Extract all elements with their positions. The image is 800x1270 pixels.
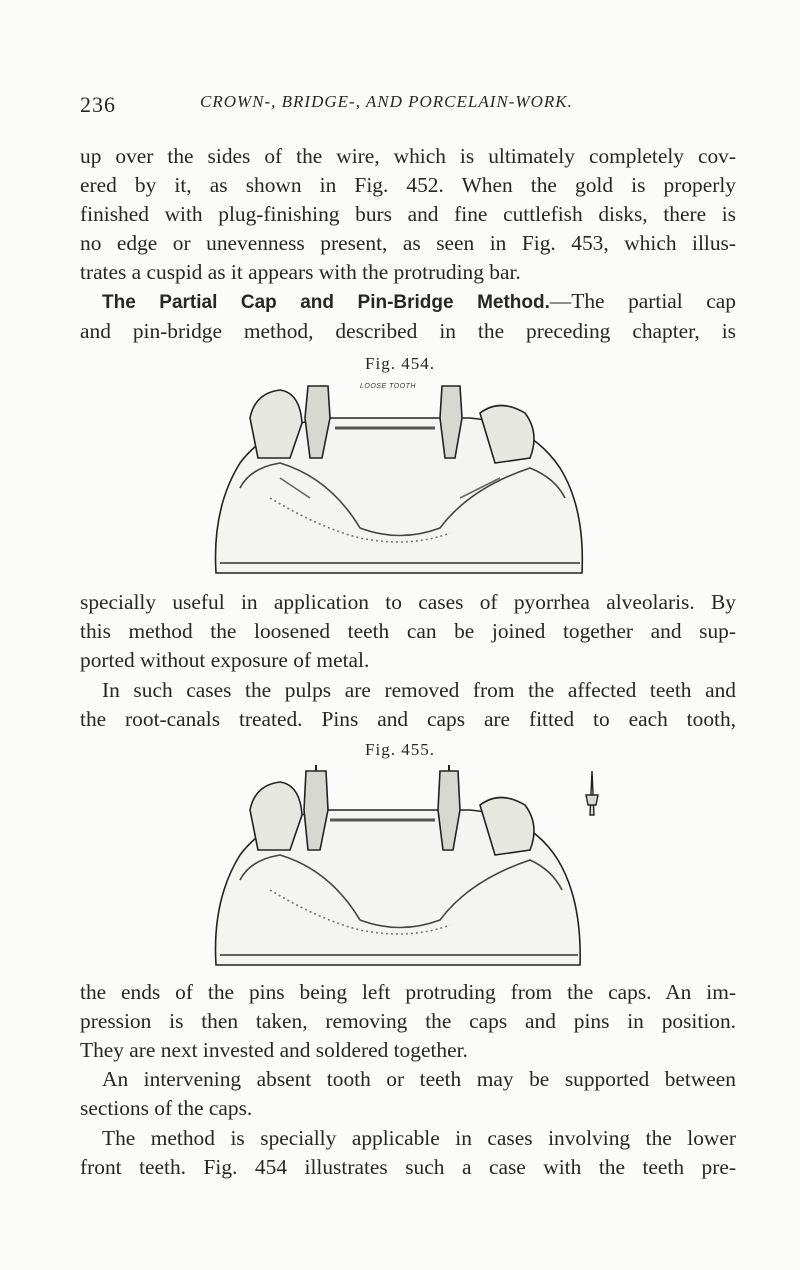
loose-tooth-label: LOOSE TOOTH bbox=[360, 383, 416, 390]
paragraph-1 bbox=[80, 142, 736, 287]
text-line: trates a cuspid as it appears with the protruding bar. bbox=[80, 260, 521, 284]
text-line: this method the loosened teeth can be joined together and sup- bbox=[80, 619, 736, 643]
section-heading: The Partial Cap and Pin-Bridge Method. bbox=[102, 292, 550, 313]
text-line bbox=[80, 287, 736, 317]
paragraph-4 bbox=[80, 676, 736, 734]
text-line: In such cases the pulps are removed from the affected teeth and bbox=[102, 678, 736, 702]
text-line: ered by it, as shown in Fig. 452. When the gold is properly bbox=[80, 173, 736, 197]
dental-cast-454 bbox=[216, 386, 583, 573]
figure-455-illustration bbox=[200, 765, 600, 970]
paragraph-5 bbox=[80, 978, 736, 1065]
figure-caption-454: Fig. 454. bbox=[365, 354, 435, 373]
text-line: finished with plug-finishing burs and fine cuttlefish disks, there is bbox=[80, 202, 736, 226]
text-line: specially useful in application to cases of pyorrhea alveolaris. By bbox=[80, 590, 736, 614]
loose-pin-detail bbox=[586, 771, 598, 815]
text-line: no edge or unevenness present, as seen in Fig. 453, which illus- bbox=[80, 231, 736, 255]
paragraph-3 bbox=[80, 588, 736, 675]
page-header bbox=[80, 92, 720, 132]
text-line: An intervening absent tooth or teeth may be supported between bbox=[102, 1067, 736, 1091]
text-line: and pin-bridge method, described in the preceding chapter, is bbox=[80, 319, 736, 343]
page-number: 236 bbox=[80, 92, 116, 117]
figure-caption-455: Fig. 455. bbox=[365, 740, 435, 759]
running-head: CROWN-, BRIDGE-, AND PORCELAIN-WORK. bbox=[200, 92, 573, 111]
paragraph-6 bbox=[80, 1065, 736, 1123]
text-line: front teeth. Fig. 454 illustrates such a case with the teeth pre- bbox=[80, 1155, 736, 1179]
text-line: sections of the caps. bbox=[80, 1096, 253, 1120]
text-line: the root-canals treated. Pins and caps are fitted to each tooth, bbox=[80, 707, 736, 731]
text-line: the ends of the pins being left protruding from the caps. An im- bbox=[80, 980, 736, 1004]
text-line: up over the sides of the wire, which is ultimately completely cov- bbox=[80, 144, 736, 168]
dental-cast-455 bbox=[216, 765, 581, 965]
text-fragment: —The partial cap bbox=[549, 289, 736, 313]
text-line: ported without exposure of metal. bbox=[80, 648, 370, 672]
paragraph-7 bbox=[80, 1124, 736, 1182]
text-line: They are next invested and soldered together. bbox=[80, 1038, 468, 1062]
paragraph-2 bbox=[80, 287, 736, 346]
text-line: The method is specially applicable in cases involving the lower bbox=[102, 1126, 736, 1150]
figure-454-illustration bbox=[210, 378, 590, 578]
text-line: pression is then taken, removing the caps and pins in position. bbox=[80, 1009, 736, 1033]
